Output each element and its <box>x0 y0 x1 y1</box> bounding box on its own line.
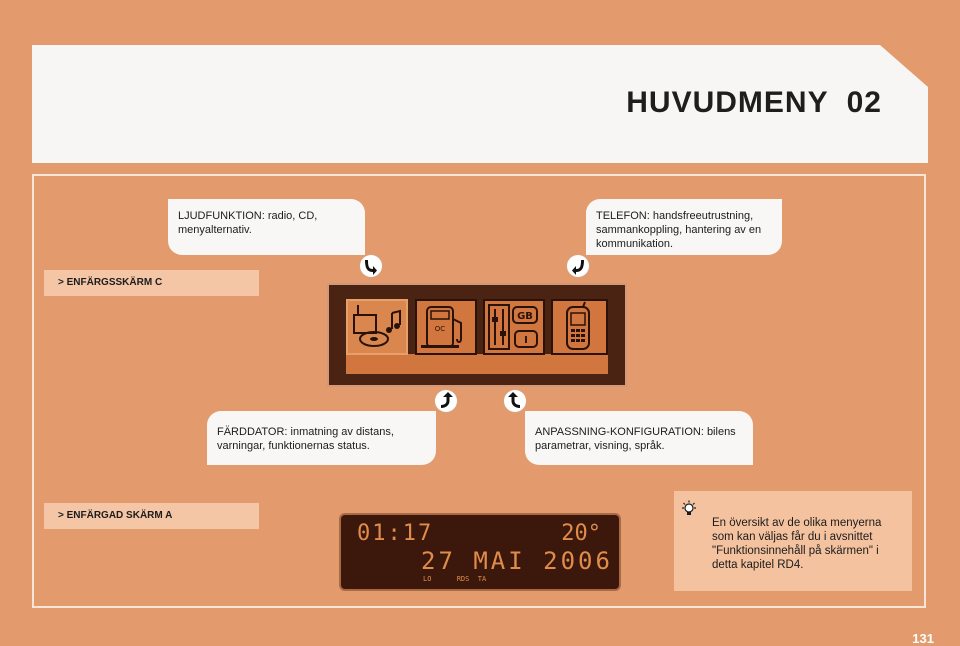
config-menu-tile <box>483 299 545 355</box>
section-tag-label: > ENFÄRGSSKÄRM C <box>58 277 163 288</box>
title-text: HUVUDMENY <box>626 86 829 119</box>
radio-cd-icon <box>348 301 406 353</box>
chapter-number: 02 <box>846 86 882 119</box>
phone-text: TELEFON: handsfreeutrustning, sammankoppling, hantering av en kommunikation. <box>596 210 762 250</box>
display-indicators: LO RDS TA <box>423 575 487 583</box>
fuel-label: OC <box>434 325 446 333</box>
section-tag-color-c <box>44 270 259 296</box>
light-bulb-icon <box>680 500 698 518</box>
section-tag-label: > ENFÄRGAD SKÄRM A <box>58 510 173 521</box>
display-date: 27 MAI 2006 <box>421 547 613 575</box>
arrow-down-right-icon <box>360 255 382 277</box>
settings-sliders-icon <box>485 301 543 353</box>
section-tag-color-a <box>44 503 259 529</box>
display-temperature: 20° <box>561 521 601 546</box>
arrow-down-left-icon <box>567 255 589 277</box>
audio-bubble <box>168 199 365 255</box>
trip-menu-tile <box>415 299 477 355</box>
page-title <box>626 86 882 120</box>
info-text: En översikt av de olika menyerna som kan väljas får du i avsnittet "Funktionsinnehåll på skärmen" i detta kapitel RD4. <box>712 517 882 571</box>
mobile-phone-icon <box>553 301 606 353</box>
arrow-up-right-icon <box>435 390 457 412</box>
trip-text: FÄRDDATOR: inmatning av distans, varningar, funktionernas status. <box>217 426 394 452</box>
page-number: 131 <box>912 631 934 646</box>
language-gb: GB <box>517 311 533 322</box>
config-text: ANPASSNING-KONFIGURATION: bilens parametrar, visning, språk. <box>535 426 736 452</box>
language-i: I <box>524 335 528 346</box>
audio-menu-tile <box>346 299 408 355</box>
phone-menu-tile <box>551 299 608 355</box>
display-time: 01:17 <box>357 521 434 546</box>
color-display-a <box>339 513 621 591</box>
fuel-pump-icon <box>417 301 475 353</box>
config-bubble <box>525 411 753 465</box>
trip-bubble <box>207 411 436 465</box>
audio-text: LJUDFUNKTION: radio, CD, menyalternativ. <box>178 210 318 236</box>
arrow-up-left-icon <box>504 390 526 412</box>
phone-bubble <box>586 199 782 255</box>
